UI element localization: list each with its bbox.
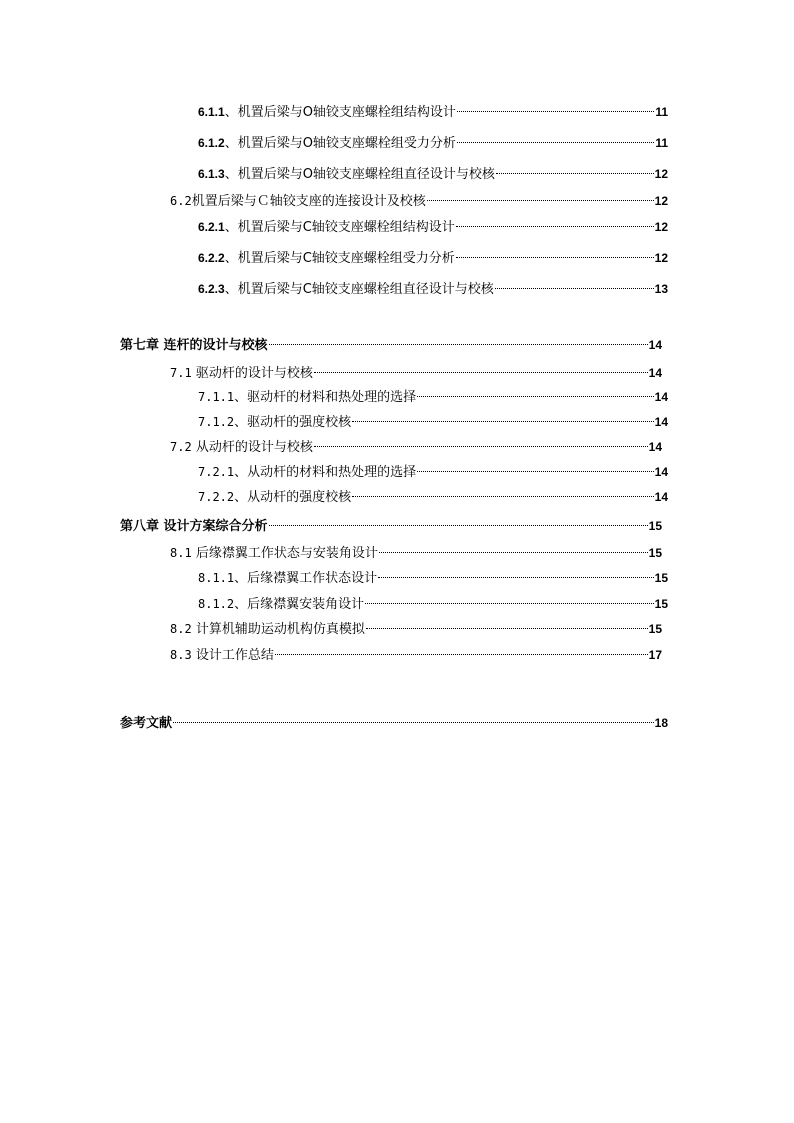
toc-entry-number: 8.1 — [170, 546, 192, 560]
dot-leader — [379, 552, 648, 553]
dot-leader — [456, 226, 654, 227]
toc-chapter-entry[interactable] — [120, 336, 662, 354]
toc-entry-page: 15 — [648, 622, 662, 636]
toc-entry[interactable] — [170, 646, 662, 664]
dot-leader — [378, 577, 654, 578]
toc-entry-page: 17 — [648, 648, 662, 662]
toc-entry-page: 15 — [648, 546, 662, 560]
toc-entry-title: 连杆的设计与校核 — [163, 338, 268, 353]
toc-entry[interactable] — [198, 134, 668, 152]
toc-entry[interactable] — [198, 218, 668, 236]
toc-entry[interactable] — [198, 413, 668, 431]
toc-entry-page: 14 — [648, 440, 662, 454]
toc-entry-page: 11 — [655, 136, 668, 150]
toc-entry-page: 14 — [648, 366, 662, 380]
toc-entry-number: 8.2 — [170, 622, 192, 636]
dot-leader — [457, 111, 654, 112]
toc-entry[interactable] — [198, 280, 668, 298]
dot-leader — [275, 654, 648, 655]
dot-leader — [352, 421, 654, 422]
dot-leader — [417, 396, 654, 397]
dot-leader — [366, 628, 648, 629]
toc-entry-number: 6.2.2 — [198, 251, 225, 265]
dot-leader — [269, 344, 648, 345]
toc-entry-title: 、机置后梁与O轴铰支座螺栓组受力分析 — [224, 136, 456, 151]
dot-leader — [314, 372, 648, 373]
toc-entry-title: 、从动杆的材料和热处理的选择 — [234, 465, 417, 480]
toc-entry-page: 13 — [654, 282, 668, 296]
toc-entry-title: 驱动杆的设计与校核 — [195, 366, 313, 381]
toc-entry-number: 6.2 — [170, 194, 192, 208]
toc-entry-number: 8.1.2 — [198, 597, 235, 611]
toc-entry-page: 14 — [654, 415, 668, 429]
toc-entry[interactable] — [170, 544, 662, 562]
toc-entry-title: 后缘襟翼工作状态与安装角设计 — [195, 546, 378, 561]
toc-entry-page: 12 — [654, 220, 668, 234]
toc-entry-title: 机置后梁与Ｃ轴铰支座的连接设计及校核 — [191, 194, 426, 209]
toc-entry-number: 第七章 — [120, 338, 160, 353]
dot-leader — [269, 525, 648, 526]
toc-entry-number: 6.2.3 — [198, 282, 225, 296]
toc-entry-page: 14 — [648, 338, 662, 352]
toc-entry-number: 6.1.3 — [198, 167, 225, 181]
toc-entry-title: 从动杆的设计与校核 — [195, 440, 313, 455]
toc-entry-number: 6.1.2 — [198, 136, 225, 150]
toc-entry-number: 第八章 — [120, 519, 160, 534]
toc-entry-number: 7.1 — [170, 366, 192, 380]
toc-entry-title: 、驱动杆的材料和热处理的选择 — [234, 390, 417, 405]
toc-entry-page: 18 — [654, 716, 668, 730]
toc-entry-title: 计算机辅助运动机构仿真模拟 — [195, 622, 365, 637]
toc-entry-title: 、机置后梁与O轴铰支座螺栓组直径设计与校核 — [224, 167, 495, 182]
dot-leader — [417, 471, 654, 472]
toc-entry-number: 7.1.2 — [198, 415, 235, 429]
toc-entry-title: 、机置后梁与O轴铰支座螺栓组结构设计 — [224, 105, 456, 120]
dot-leader — [173, 722, 654, 723]
toc-entry[interactable] — [198, 165, 668, 183]
toc-references-entry[interactable] — [120, 714, 668, 732]
toc-entry[interactable] — [198, 488, 668, 506]
dot-leader — [496, 173, 654, 174]
toc-entry[interactable] — [170, 620, 662, 638]
toc-entry-page: 14 — [654, 465, 668, 479]
toc-entry-title: 、后缘襟翼安装角设计 — [234, 597, 365, 612]
toc-entry-page: 12 — [654, 167, 668, 181]
toc-entry[interactable] — [170, 192, 668, 210]
toc-entry-number: 8.1.1 — [198, 571, 235, 585]
toc-entry-number: 6.2.1 — [198, 220, 225, 234]
toc-entry-title: 、机置后梁与C轴铰支座螺栓组受力分析 — [224, 251, 455, 266]
toc-entry-title: 、驱动杆的强度校核 — [234, 415, 352, 430]
dot-leader — [457, 142, 654, 143]
toc-entry-page: 12 — [654, 251, 668, 265]
toc-entry-page: 15 — [654, 597, 668, 611]
toc-entry-title: 、机置后梁与C轴铰支座螺栓组直径设计与校核 — [224, 282, 494, 297]
dot-leader — [352, 496, 654, 497]
toc-entry-title: 、后缘襟翼工作状态设计 — [234, 571, 378, 586]
toc-entry-number: 6.1.1 — [198, 105, 225, 119]
toc-chapter-entry[interactable] — [120, 517, 662, 535]
toc-entry-title: 参考文献 — [120, 716, 173, 731]
toc-entry[interactable] — [170, 364, 662, 382]
toc-entry-page: 15 — [648, 519, 662, 533]
toc-entry-page: 14 — [654, 490, 668, 504]
toc-entry-number: 7.1.1 — [198, 390, 235, 404]
toc-entry-page: 12 — [654, 194, 668, 208]
toc-entry-title: 设计工作总结 — [195, 648, 274, 663]
toc-entry-title: 、机置后梁与C轴铰支座螺栓组结构设计 — [224, 220, 455, 235]
toc-entry-page: 11 — [655, 105, 668, 119]
toc-entry[interactable] — [198, 249, 668, 267]
toc-entry-number: 8.3 — [170, 648, 192, 662]
toc-entry-page: 15 — [654, 571, 668, 585]
toc-entry[interactable] — [198, 595, 668, 613]
toc-entry-page: 14 — [654, 390, 668, 404]
dot-leader — [427, 200, 654, 201]
dot-leader — [314, 446, 648, 447]
toc-entry-number: 7.2.1 — [198, 465, 235, 479]
toc-entry[interactable] — [198, 569, 668, 587]
toc-entry[interactable] — [170, 438, 662, 456]
toc-entry-number: 7.2 — [170, 440, 192, 454]
toc-entry[interactable] — [198, 103, 668, 121]
toc-entry[interactable] — [198, 388, 668, 406]
dot-leader — [365, 603, 654, 604]
dot-leader — [495, 288, 654, 289]
toc-entry-number: 7.2.2 — [198, 490, 235, 504]
toc-entry-title: 、从动杆的强度校核 — [234, 490, 352, 505]
dot-leader — [456, 257, 654, 258]
toc-entry[interactable] — [198, 463, 668, 481]
toc-entry-title: 设计方案综合分析 — [163, 519, 268, 534]
